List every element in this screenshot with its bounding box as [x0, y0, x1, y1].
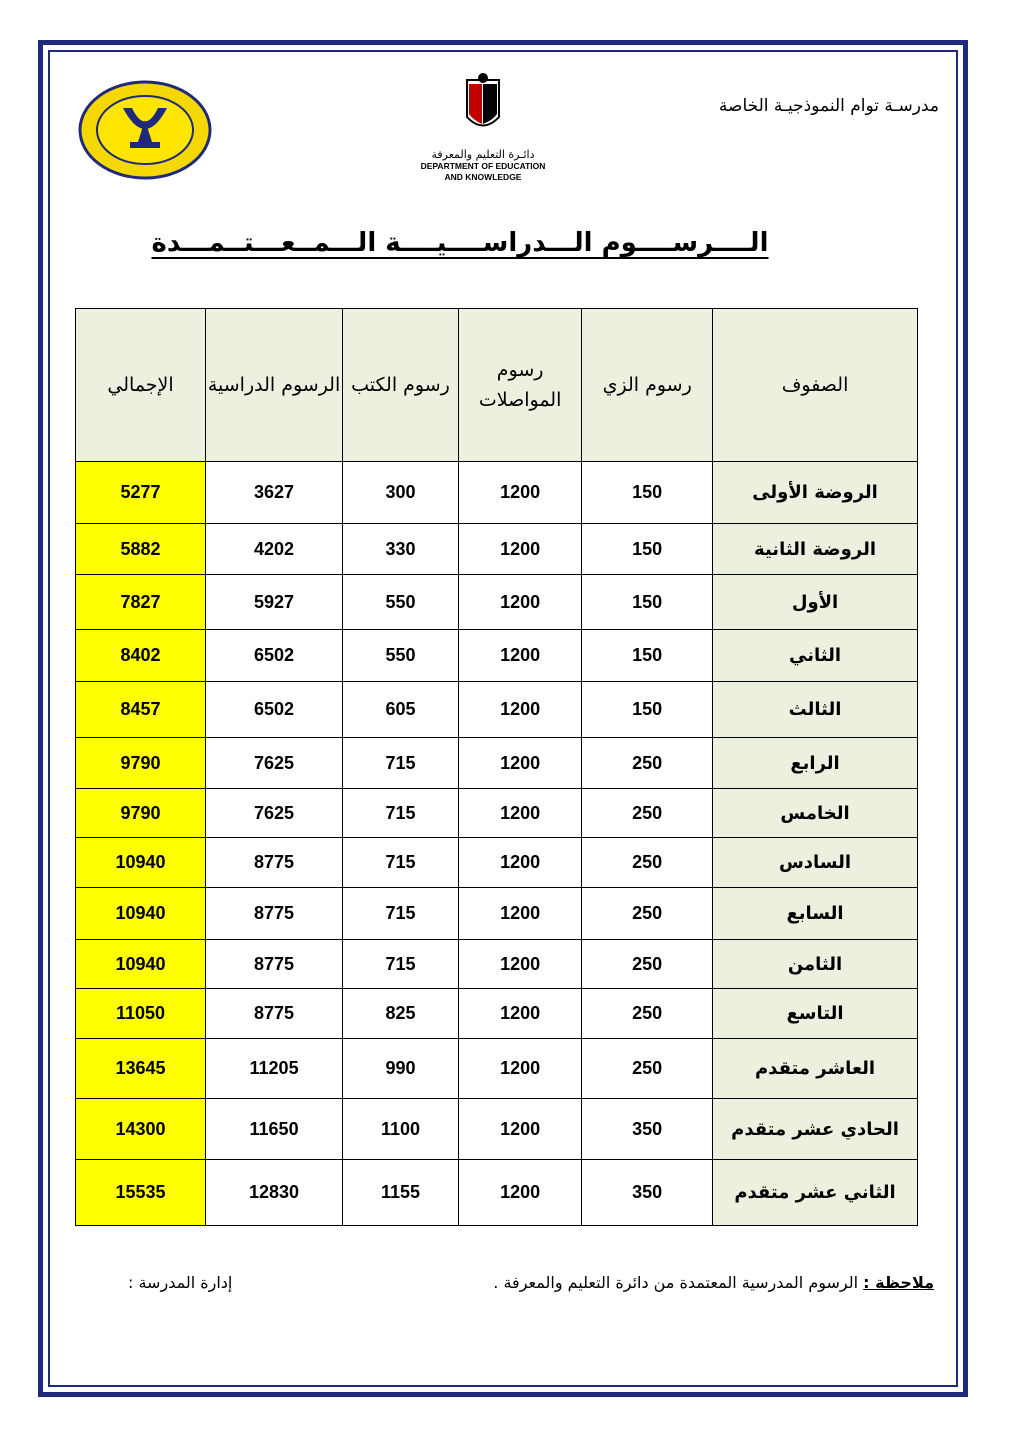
cell-grade: الثالث [713, 682, 918, 738]
cell-grade: الرابع [713, 738, 918, 789]
cell-grade: الروضة الأولى [713, 462, 918, 524]
table-body [76, 462, 918, 1226]
table-row [76, 630, 918, 682]
cell-grade: التاسع [713, 989, 918, 1039]
cell-transport: 1200 [458, 1099, 581, 1160]
header-total: الإجمالي [76, 309, 206, 462]
cell-total: 8402 [76, 630, 206, 682]
header-books: رسوم الكتب [343, 309, 459, 462]
cell-transport: 1200 [458, 888, 581, 940]
note-label: ملاحظة : [863, 1273, 934, 1292]
cell-tuition: 3627 [206, 462, 343, 524]
cell-books: 300 [343, 462, 459, 524]
cell-grade: السابع [713, 888, 918, 940]
cell-grade: الروضة الثانية [713, 524, 918, 575]
cell-transport: 1200 [458, 1160, 581, 1226]
school-logo [78, 80, 213, 184]
cell-books: 605 [343, 682, 459, 738]
table-header-row [76, 309, 918, 462]
cell-books: 715 [343, 789, 459, 838]
cell-total: 10940 [76, 888, 206, 940]
cell-transport: 1200 [458, 1039, 581, 1099]
cell-uniform: 250 [582, 838, 713, 888]
cell-uniform: 150 [582, 524, 713, 575]
cell-tuition: 6502 [206, 630, 343, 682]
table-row [76, 989, 918, 1039]
footer-note [493, 1273, 934, 1292]
cell-tuition: 12830 [206, 1160, 343, 1226]
table-row [76, 1039, 918, 1099]
cell-uniform: 250 [582, 789, 713, 838]
cell-transport: 1200 [458, 682, 581, 738]
department-name-english-1: DEPARTMENT OF EDUCATION [420, 161, 546, 171]
cell-total: 11050 [76, 989, 206, 1039]
school-administration: إدارة المدرسة : [128, 1273, 233, 1292]
cell-uniform: 150 [582, 462, 713, 524]
cell-transport: 1200 [458, 940, 581, 989]
cell-tuition: 4202 [206, 524, 343, 575]
cell-grade: الثامن [713, 940, 918, 989]
table-row [76, 1160, 918, 1226]
cell-books: 715 [343, 940, 459, 989]
cell-grade: السادس [713, 838, 918, 888]
note-text: الرسوم المدرسية المعتمدة من دائرة التعليم والمعرفة . [493, 1273, 859, 1292]
cell-grade: الثاني عشر متقدم [713, 1160, 918, 1226]
cell-transport: 1200 [458, 989, 581, 1039]
cell-books: 715 [343, 888, 459, 940]
cell-books: 715 [343, 838, 459, 888]
table-row [76, 838, 918, 888]
table-row [76, 575, 918, 630]
header-tuition: الرسوم الدراسية [206, 309, 343, 462]
cell-transport: 1200 [458, 630, 581, 682]
table-row [76, 462, 918, 524]
table-row [76, 789, 918, 838]
cell-total: 10940 [76, 940, 206, 989]
department-logo [418, 72, 548, 183]
header-uniform: رسوم الزي [582, 309, 713, 462]
cell-grade: الخامس [713, 789, 918, 838]
fees-table [75, 308, 918, 1226]
cell-total: 7827 [76, 575, 206, 630]
cell-tuition: 8775 [206, 989, 343, 1039]
cell-books: 825 [343, 989, 459, 1039]
department-name-arabic: دائـرة التعليم والمعرفة [431, 148, 535, 161]
cell-tuition: 7625 [206, 789, 343, 838]
cell-tuition: 8775 [206, 838, 343, 888]
page-title: الــــرســــوم الـــدراســــيــــة الـــمــعـــتــمـــدة [151, 228, 769, 258]
cell-total: 8457 [76, 682, 206, 738]
cell-books: 990 [343, 1039, 459, 1099]
header-transport: رسوم المواصلات [458, 309, 581, 462]
cell-total: 9790 [76, 789, 206, 838]
cell-grade: الثاني [713, 630, 918, 682]
table-row [76, 524, 918, 575]
table-row [76, 940, 918, 989]
cell-uniform: 250 [582, 989, 713, 1039]
cell-uniform: 150 [582, 630, 713, 682]
school-name: مدرسـة توام النموذجيـة الخاصة [718, 96, 939, 116]
cell-transport: 1200 [458, 524, 581, 575]
cell-uniform: 150 [582, 682, 713, 738]
cell-transport: 1200 [458, 462, 581, 524]
cell-total: 9790 [76, 738, 206, 789]
cell-books: 550 [343, 630, 459, 682]
cell-uniform: 350 [582, 1099, 713, 1160]
cell-tuition: 11650 [206, 1099, 343, 1160]
cell-grade: الحادي عشر متقدم [713, 1099, 918, 1160]
header-grade: الصفوف [713, 309, 918, 462]
cell-total: 14300 [76, 1099, 206, 1160]
falcon-emblem-icon [453, 72, 513, 142]
cell-uniform: 250 [582, 940, 713, 989]
cell-books: 715 [343, 738, 459, 789]
cell-uniform: 150 [582, 575, 713, 630]
table-row [76, 888, 918, 940]
cell-tuition: 6502 [206, 682, 343, 738]
cell-tuition: 5927 [206, 575, 343, 630]
cell-total: 10940 [76, 838, 206, 888]
table-row [76, 1099, 918, 1160]
cell-uniform: 350 [582, 1160, 713, 1226]
cell-grade: الأول [713, 575, 918, 630]
cell-total: 13645 [76, 1039, 206, 1099]
cell-tuition: 11205 [206, 1039, 343, 1099]
cell-books: 1100 [343, 1099, 459, 1160]
cell-grade: العاشر متقدم [713, 1039, 918, 1099]
cell-transport: 1200 [458, 738, 581, 789]
cell-tuition: 8775 [206, 888, 343, 940]
cell-uniform: 250 [582, 738, 713, 789]
department-name-english-2: AND KNOWLEDGE [444, 172, 522, 182]
cell-total: 15535 [76, 1160, 206, 1226]
cell-books: 550 [343, 575, 459, 630]
cell-transport: 1200 [458, 838, 581, 888]
cell-books: 1155 [343, 1160, 459, 1226]
cell-total: 5277 [76, 462, 206, 524]
table-row [76, 738, 918, 789]
cell-total: 5882 [76, 524, 206, 575]
cell-books: 330 [343, 524, 459, 575]
cell-tuition: 7625 [206, 738, 343, 789]
table-row [76, 682, 918, 738]
cell-transport: 1200 [458, 575, 581, 630]
cell-uniform: 250 [582, 1039, 713, 1099]
cell-transport: 1200 [458, 789, 581, 838]
cell-uniform: 250 [582, 888, 713, 940]
cell-tuition: 8775 [206, 940, 343, 989]
